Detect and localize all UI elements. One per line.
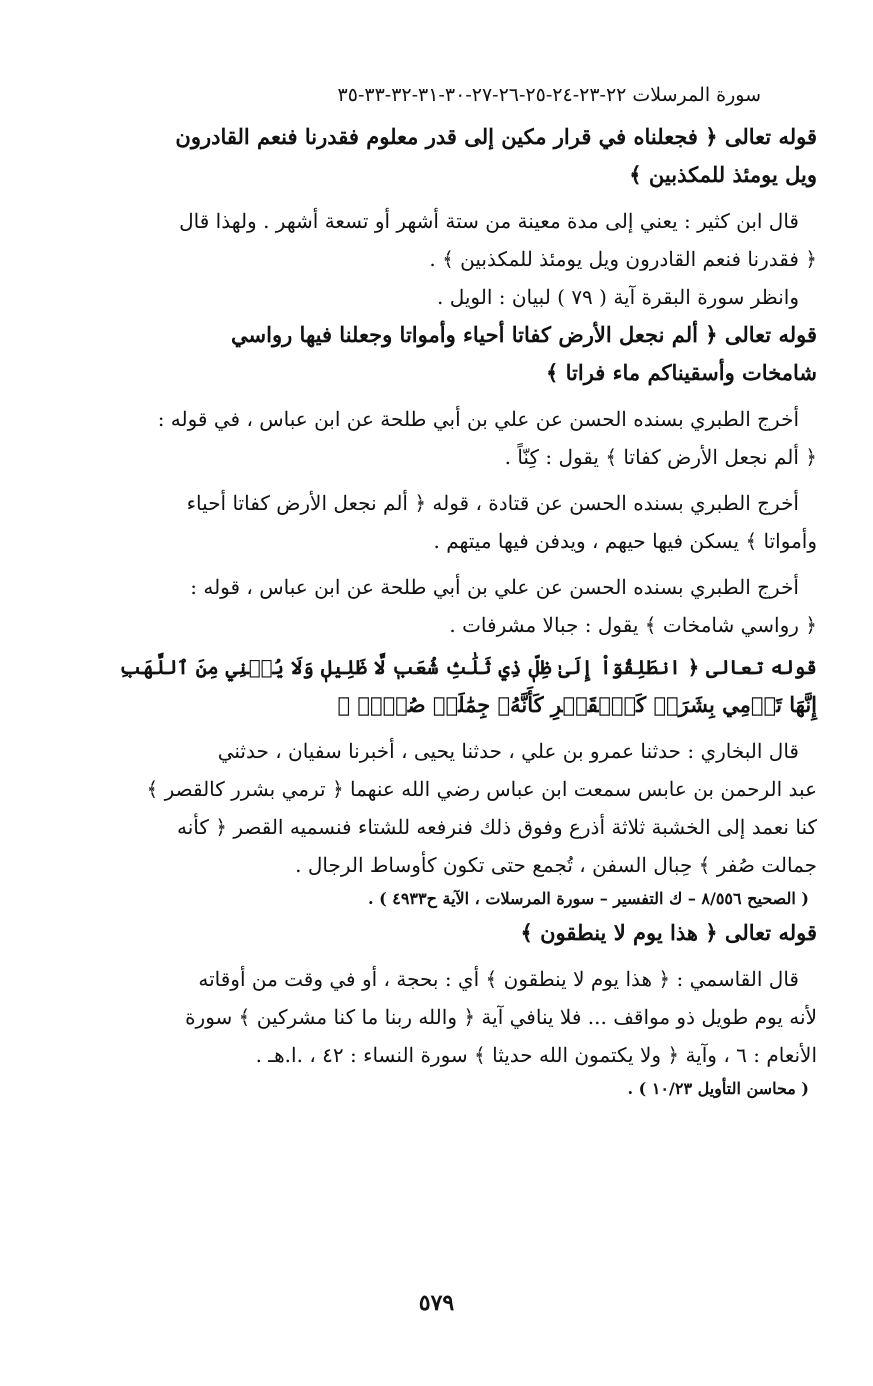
- commentary-paragraph: [105, 732, 817, 884]
- heading-line: قوله تعالى ﴿ فجعلناه في قرار مكين إلى قدر معلوم فقدرنا فنعم القادرون: [175, 124, 817, 149]
- narration-line: أخرج الطبري بسنده الحسن عن علي بن أبي طلحة عن ابن عباس ، قوله :: [190, 575, 799, 599]
- narration-line: أخرج الطبري بسنده الحسن عن علي بن أبي طلحة عن ابن عباس ، في قوله :: [157, 407, 799, 431]
- heading-line: ويل يومئذ للمكذبين ﴾: [629, 162, 817, 187]
- commentary-line: وانظر سورة البقرة آية ( ٧٩ ) لبيان : الويل .: [436, 285, 799, 309]
- commentary-line: قال البخاري : حدثنا عمرو بن علي ، حدثنا يحيى ، أخبرنا سفيان ، حدثني: [217, 739, 799, 763]
- commentary-line: كنا نعمد إلى الخشبة ثلاثة أذرع وفوق ذلك فنرفعه للشتاء فنسميه القصر ﴿ كأنه: [177, 815, 817, 839]
- running-header: سورة المرسلات ٢٢-٢٣-٢٤-٢٥-٢٦-٢٧-٣٠-٣١-٣٢-٣٣-٣٥: [337, 84, 761, 106]
- heading-line: قوله تعالى ﴿ انطَلِقُوٓاْ إِلَىٰ ظِلّٖ ذِي ثَلَٰثِ شُعَبٖ لَّا ظَلِيلٖ وَلَا يُغۡنِي مِنَ ٱللَّهَبِ: [119, 655, 817, 679]
- verse-heading: [105, 118, 817, 194]
- narration-line: ﴿ ألم نجعل الأرض كفاتا ﴾ يقول : كِنّاً .: [504, 445, 817, 469]
- heading-line: قوله تعالى ﴿ هذا يوم لا ينطقون ﴾: [520, 920, 817, 945]
- verse-heading: [105, 914, 817, 952]
- heading-line: شامخات وأسقيناكم ماء فراتا ﴾: [546, 360, 817, 385]
- heading-line: إِنَّهَا تَرۡمِي بِشَرَرٖ كَٱلۡقَصۡرِ كَأَنَّهُۥ جِمَٰلَتٞ صُفۡرٞ ﴾: [337, 692, 817, 717]
- commentary-line: قال القاسمي : ﴿ هذا يوم لا ينطقون ﴾ أي : بحجة ، أو في وقت من أوقاته: [198, 967, 799, 991]
- commentary-line: قال ابن كثير : يعني إلى مدة معينة من ستة أشهر أو تسعة أشهر . ولهذا قال: [179, 209, 799, 233]
- commentary-line: ﴿ فقدرنا فنعم القادرون ويل يومئذ للمكذبين ﴾ .: [429, 247, 817, 271]
- commentary-line: لأنه يوم طويل ذو مواقف ... فلا ينافي آية ﴿ والله ربنا ما كنا مشركين ﴾ سورة: [185, 1005, 817, 1029]
- heading-line: قوله تعالى ﴿ ألم نجعل الأرض كفاتا أحياء وأمواتا وجعلنا فيها رواسي: [231, 322, 817, 347]
- verse-heading: [105, 316, 817, 392]
- page-body: [105, 118, 817, 1104]
- commentary-line: عبد الرحمن بن عابس سمعت ابن عباس رضي الله عنهما ﴿ ترمي بشرر كالقصر ﴾: [146, 777, 817, 801]
- commentary-line: جمالت صُفر ﴾ حِبال السفن ، تُجمع حتى تكون كأوساط الرجال .: [295, 853, 817, 877]
- narration-line: ﴿ رواسي شامخات ﴾ يقول : جبالا مشرفات .: [449, 613, 817, 637]
- narration-paragraph: [105, 568, 817, 644]
- commentary-line: الأنعام : ٦ ، وآية ﴿ ولا يكتمون الله حديثا ﴾ سورة النساء : ٤٢ ، .ا.هـ .: [255, 1043, 817, 1067]
- commentary-paragraph: [105, 960, 817, 1074]
- page-number: ٥٧٩: [418, 1290, 455, 1316]
- narration-paragraph: [105, 400, 817, 476]
- commentary-paragraph: [105, 202, 817, 316]
- verse-heading: [105, 648, 817, 724]
- narration-line: أخرج الطبري بسنده الحسن عن قتادة ، قوله ﴿ ألم نجعل الأرض كفاتا أحياء: [186, 491, 799, 515]
- source-reference: ( الصحيح ٨/٥٥٦ – ك التفسير – سورة المرسلات ، الآية ح٤٩٣٣ ) .: [367, 889, 809, 908]
- source-reference: ( محاسن التأويل ١٠/٢٣ ) .: [627, 1079, 809, 1098]
- narration-paragraph: [105, 484, 817, 560]
- narration-line: وأمواتا ﴾ يسكن فيها حيهم ، ويدفن فيها ميتهم .: [433, 529, 817, 553]
